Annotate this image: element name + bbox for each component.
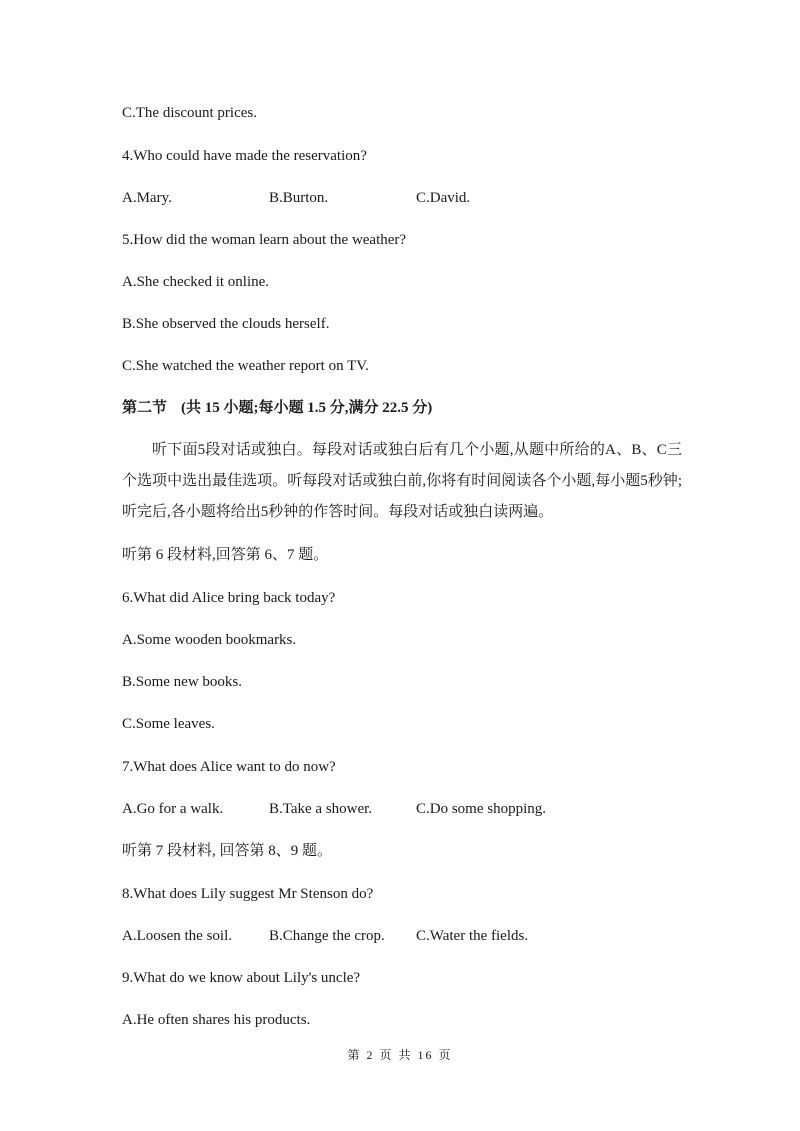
q7-question: 7.What does Alice want to do now?	[122, 759, 336, 775]
q9-option-a: A.He often shares his products.	[122, 1012, 311, 1028]
q7-option-c: C.Do some shopping.	[416, 801, 547, 817]
q4-option-b: B.Burton.	[269, 190, 329, 206]
q6-option-b: B.Some new books.	[122, 674, 242, 690]
section-title	[122, 398, 432, 418]
q6-option-c: C.Some leaves.	[122, 716, 215, 732]
q6-question: 6.What did Alice bring back today?	[122, 590, 336, 606]
q5-option-a: A.She checked it online.	[122, 274, 270, 290]
section-instructions: 听下面5段对话或独白。每段对话或独白后有几个小题,从题中所给的A、B、C三个选项中选出最佳选项。听每段对话或独白前,你将有时间阅读各个小题,每小题5秒钟;听完后,各小题将给出5秒钟的作答时间。每段对话或独白读两遍。	[122, 442, 682, 520]
q5-question: 5.How did the woman learn about the weather?	[122, 232, 407, 248]
section-title-meta: (共 15 小题;每小题 1.5 分,满分 22.5 分)	[181, 400, 433, 416]
q3-option-c: C.The discount prices.	[122, 105, 257, 121]
q5-option-b: B.She observed the clouds herself.	[122, 316, 330, 332]
group7-heading: 听第 7 段材料, 回答第 8、9 题。	[122, 843, 333, 859]
q4-option-a: A.Mary.	[122, 190, 172, 206]
q9-question: 9.What do we know about Lily's uncle?	[122, 970, 361, 986]
q8-question: 8.What does Lily suggest Mr Stenson do?	[122, 886, 374, 902]
q7-option-b: B.Take a shower.	[269, 801, 373, 817]
group6-heading: 听第 6 段材料,回答第 6、7 题。	[122, 547, 329, 563]
q4-question: 4.Who could have made the reservation?	[122, 148, 367, 164]
q4-option-c: C.David.	[416, 190, 471, 206]
q8-option-a: A.Loosen the soil.	[122, 928, 232, 944]
section-title-label: 第二节	[122, 400, 168, 416]
q7-option-a: A.Go for a walk.	[122, 801, 224, 817]
q6-option-a: A.Some wooden bookmarks.	[122, 632, 297, 648]
q5-option-c: C.She watched the weather report on TV.	[122, 358, 369, 374]
q8-option-b: B.Change the crop.	[269, 928, 385, 944]
q8-option-c: C.Water the fields.	[416, 928, 529, 944]
page-number: 第 2 页 共 16 页	[347, 1048, 453, 1062]
